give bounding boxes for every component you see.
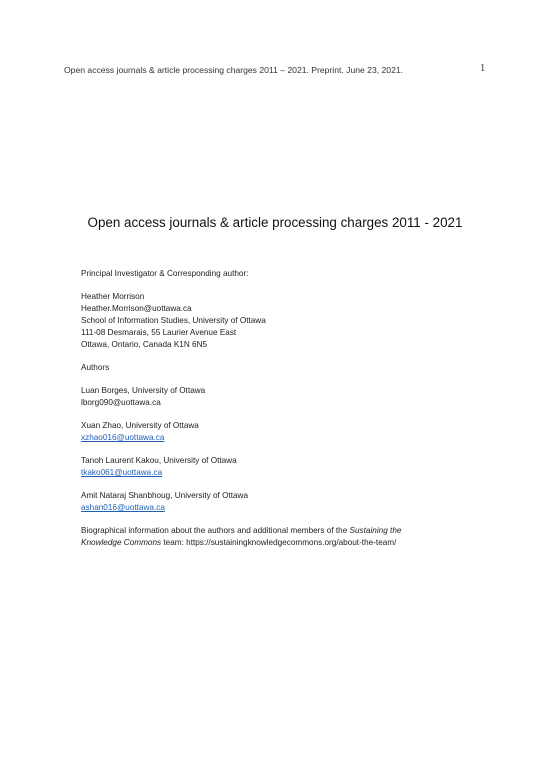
bio-italic-2: Knowledge Commons <box>81 538 162 547</box>
front-matter <box>81 268 476 560</box>
bio-line-2 <box>81 537 476 549</box>
bio-text-2: team: https://sustainingknowledgecommons.org/about-the-team/ <box>161 538 397 547</box>
author-block <box>81 385 476 409</box>
authors-heading: Authors <box>81 363 110 372</box>
author-email-link[interactable]: xzhao016@uottawa.ca <box>81 433 165 442</box>
paper-title: Open access journals & article processing charges 2011 - 2021 <box>87 215 463 230</box>
author-name: Amit Nataraj Shanbhoug, University of Ottawa <box>81 491 249 500</box>
author-email-link[interactable]: tkako061@uottawa.ca <box>81 468 163 477</box>
author-name: Xuan Zhao, University of Ottawa <box>81 421 199 430</box>
bio-text-1: Biographical information about the authors and additional members of the <box>81 526 350 535</box>
author-name: Tanoh Laurent Kakou, University of Ottawa <box>81 456 237 465</box>
author-block <box>81 420 476 444</box>
pi-heading: Principal Investigator & Corresponding author: <box>81 269 249 278</box>
bio-italic-1: Sustaining the <box>349 526 402 535</box>
author-block <box>81 490 476 514</box>
running-head: Open access journals & article processing charges 2011 – 2021. Preprint. June 23, 2021. <box>64 65 404 75</box>
pi-address-line1: 111-08 Desmarais, 55 Laurier Avenue East <box>81 328 237 337</box>
pi-heading-block <box>81 268 476 280</box>
author-block <box>81 455 476 479</box>
pi-name: Heather Morrison <box>81 292 145 301</box>
bio-paragraph <box>81 525 476 549</box>
pi-affiliation: School of Information Studies, University of Ottawa <box>81 316 266 325</box>
pi-address-line2: Ottawa, Ontario, Canada K1N 6N5 <box>81 340 208 349</box>
authors-heading-block <box>81 362 476 374</box>
pi-email: Heather.Morrison@uottawa.ca <box>81 304 192 313</box>
pi-contact-block <box>81 291 476 351</box>
author-name: Luan Borges, University of Ottawa <box>81 386 206 395</box>
author-email-link[interactable]: ashan016@uottawa.ca <box>81 503 165 512</box>
author-email: lborg090@uottawa.ca <box>81 398 161 407</box>
page-number: 1 <box>480 63 486 74</box>
bio-line-1 <box>81 525 476 537</box>
